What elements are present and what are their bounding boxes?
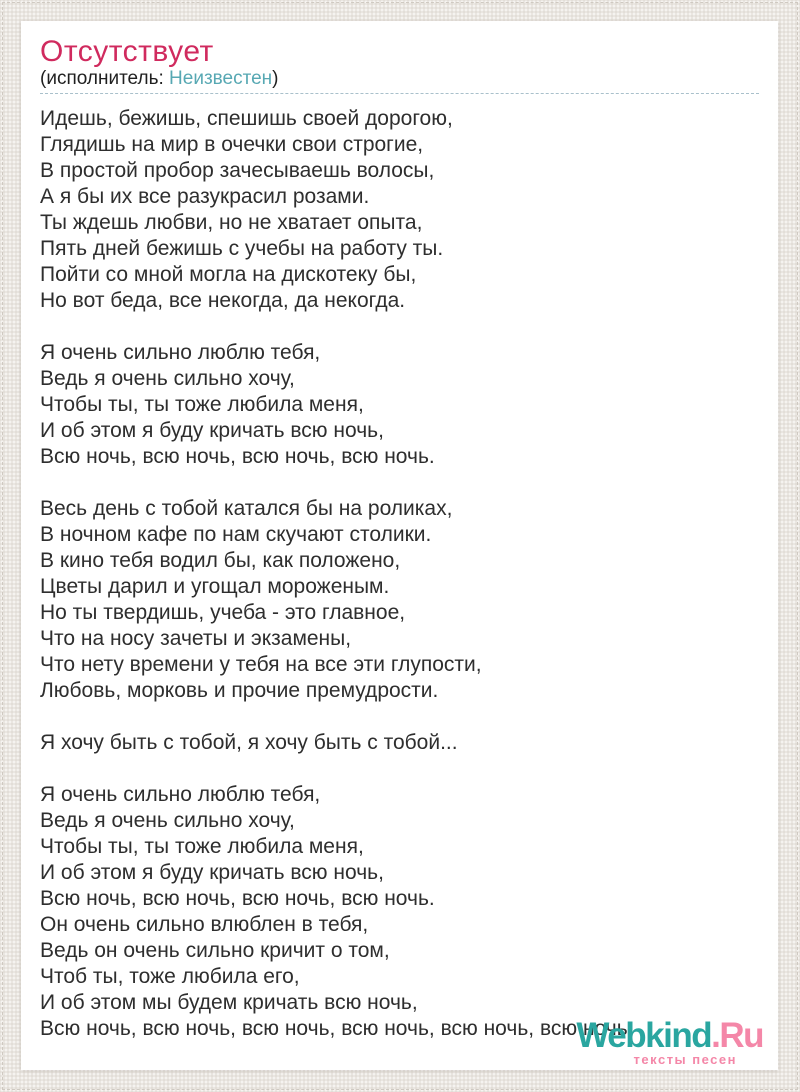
- lyric-line: Чтобы ты, ты тоже любила меня,: [40, 835, 364, 858]
- lyric-line: Любовь, морковь и прочие премудрости.: [40, 679, 439, 702]
- lyric-line: В кино тебя водил бы, как положено,: [40, 549, 401, 572]
- lyric-line: Ведь я очень сильно хочу,: [40, 367, 295, 390]
- webkind-logo[interactable]: [576, 1016, 763, 1067]
- lyric-line: Чтоб ты, тоже любила его,: [40, 965, 300, 988]
- lyric-line: Что на носу зачеты и экзамены,: [40, 627, 352, 650]
- lyric-line: Я хочу быть с тобой, я хочу быть с тобой...: [40, 731, 458, 754]
- lyric-line: Пойти со мной могла на дискотеку бы,: [40, 263, 417, 286]
- lyric-line: Я очень сильно люблю тебя,: [40, 341, 321, 364]
- logo-tagline: тексты песен: [633, 1052, 737, 1067]
- lyric-line: Он очень сильно влюблен в тебя,: [40, 913, 369, 936]
- artist-link[interactable]: Неизвестен: [169, 68, 273, 89]
- lyric-line: Всю ночь, всю ночь, всю ночь, всю ночь.: [40, 887, 435, 910]
- logo-wordmark: [576, 1016, 763, 1055]
- lyric-line: Но ты твердишь, учеба - это главное,: [40, 601, 406, 624]
- logo-tld: .Ru: [711, 1016, 763, 1055]
- header: [21, 21, 778, 94]
- lyric-line: Всю ночь, всю ночь, всю ночь, всю ночь.: [40, 445, 435, 468]
- lyric-line: Пять дней бежишь с учебы на работу ты.: [40, 237, 444, 260]
- lyric-line: Чтобы ты, ты тоже любила меня,: [40, 393, 364, 416]
- lyric-line: В ночном кафе по нам скучают столики.: [40, 523, 432, 546]
- page-title: Отсутствует: [40, 35, 214, 68]
- lyric-line: Ведь я очень сильно хочу,: [40, 809, 295, 832]
- lyric-line: Я очень сильно люблю тебя,: [40, 783, 321, 806]
- lyric-line: Идешь, бежишь, спешишь своей дорогою,: [40, 107, 453, 130]
- lyric-line: Ведь он очень сильно кричит о том,: [40, 939, 390, 962]
- lyric-line: Весь день с тобой катался бы на роликах,: [40, 497, 453, 520]
- lyric-line: Ты ждешь любви, но не хватает опыта,: [40, 211, 423, 234]
- artist-suffix: ): [272, 68, 279, 89]
- artist-label: (исполнитель:: [40, 68, 170, 89]
- lyric-line: В простой пробор зачесываешь волосы,: [40, 159, 435, 182]
- lyric-line: И об этом мы будем кричать всю ночь,: [40, 991, 418, 1014]
- lyric-line: Цветы дарил и угощал мороженым.: [40, 575, 390, 598]
- stanza: [40, 340, 759, 470]
- lyric-line: Всю ночь, всю ночь, всю ночь, всю ночь, всю ночь, всю ночь.: [40, 1017, 634, 1040]
- lyric-line: Но вот беда, все некогда, да некогда.: [40, 289, 406, 312]
- lyric-line: А я бы их все разукрасил розами.: [40, 185, 370, 208]
- artist-line: [40, 68, 759, 94]
- lyrics-card: [21, 21, 778, 1070]
- stanza: [40, 496, 759, 704]
- lyric-line: И об этом я буду кричать всю ночь,: [40, 419, 384, 442]
- stanza: [40, 782, 759, 1042]
- lyric-line: Что нету времени у тебя на все эти глупости,: [40, 653, 482, 676]
- stanza: [40, 106, 759, 314]
- lyrics-text: [21, 94, 778, 1042]
- lyric-line: Глядишь на мир в очечки свои строгие,: [40, 133, 424, 156]
- lyric-line: И об этом я буду кричать всю ночь,: [40, 861, 384, 884]
- stanza: [40, 730, 759, 756]
- logo-brand: Webkind: [576, 1016, 712, 1055]
